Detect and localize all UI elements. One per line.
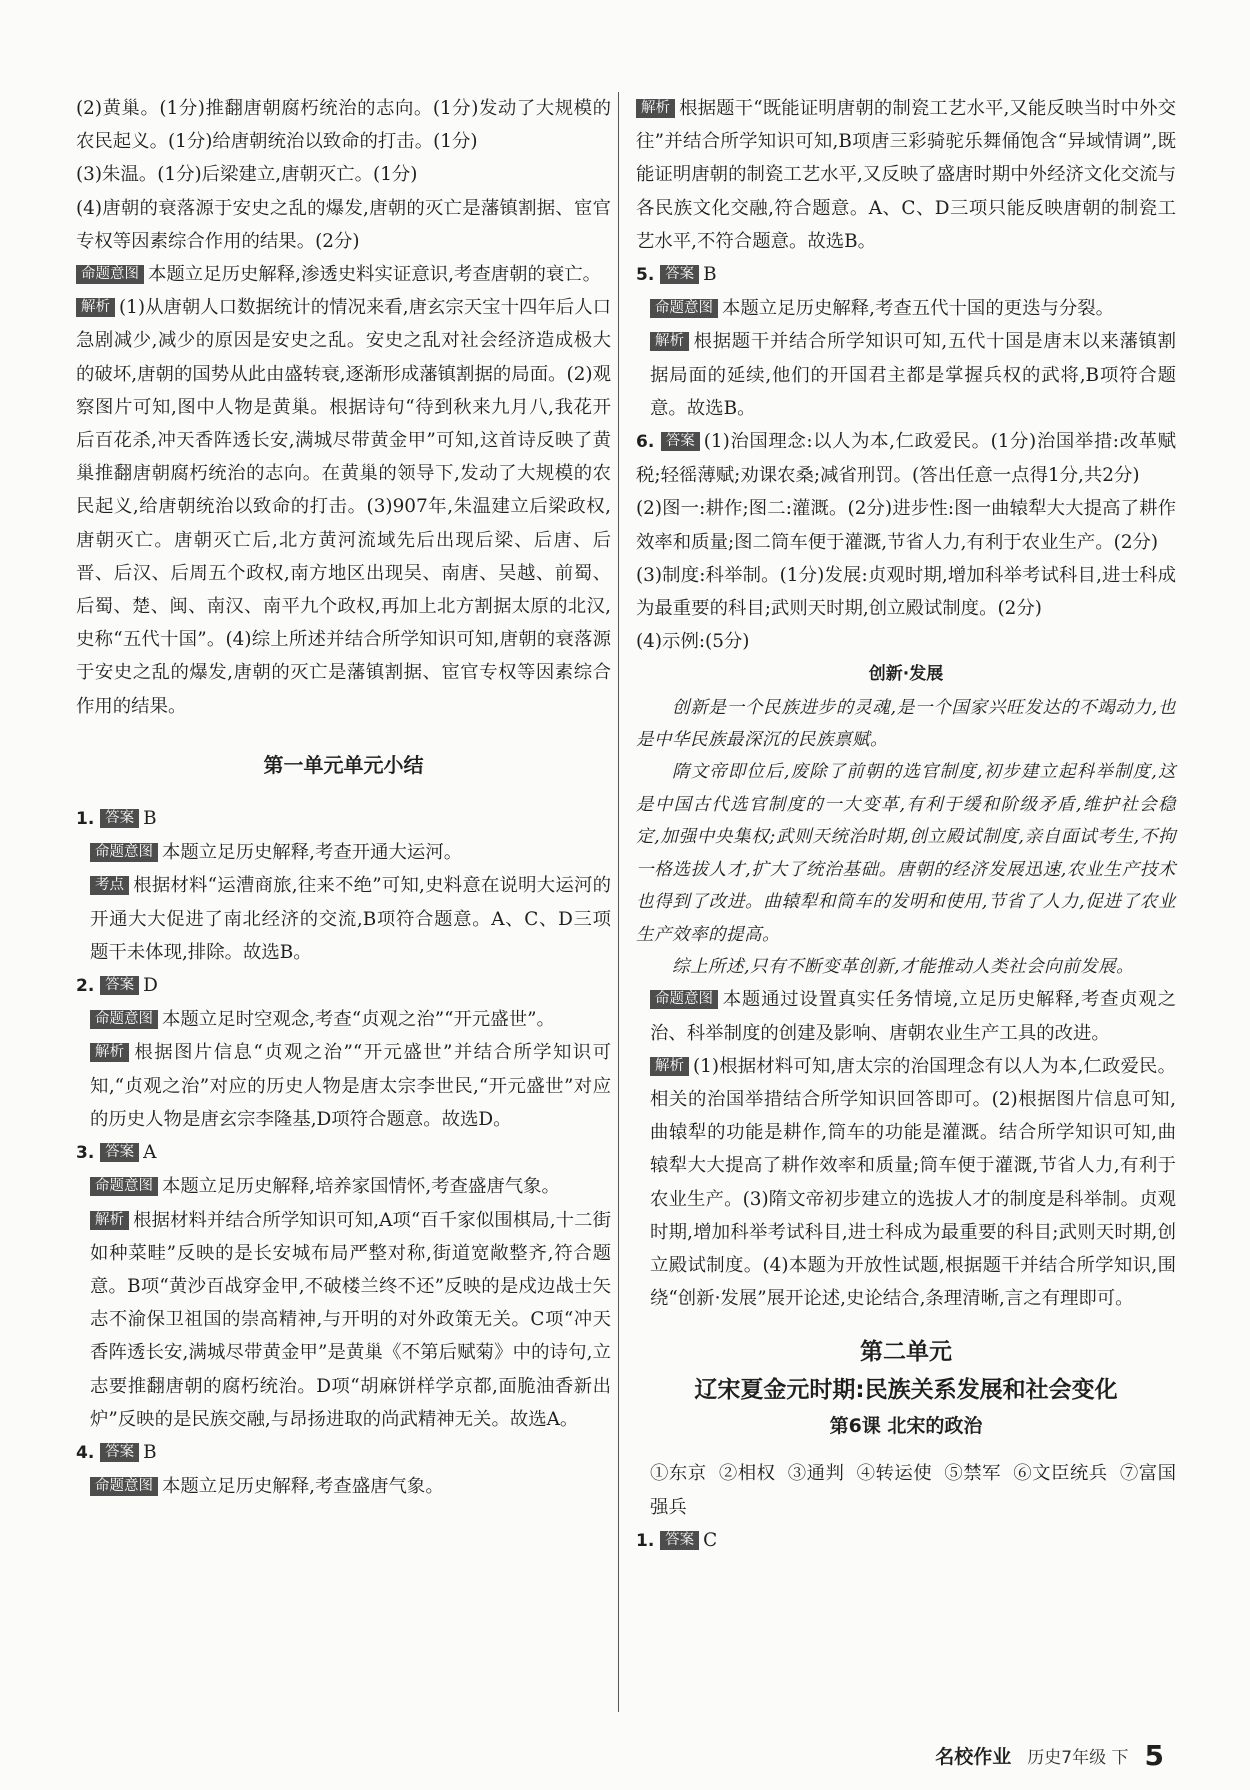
answer-line-2: (2)黄巢。(1分)推翻唐朝腐朽统治的志向。(1分)发动了大规模的农民起义。(1分)给唐朝统治以致命的打击。(1分) [76,98,611,153]
point-tag: 考点 [90,876,129,895]
q4-analysis-text: 根据题干“既能证明唐朝的制瓷工艺水平,又能反映当时中外交往”并结合所学知识可知,B项唐三彩骑驼乐舞俑饱含“异域情调”,既能证明唐朝的制瓷工艺水平,又反映了盛唐时期中外经济文化交流与各民族文化交融,符合题意。A、C、D三项只能反映唐朝的制瓷工艺水平,不符合题意。故选B。 [636,98,1176,252]
q5-answer [636,258,1176,292]
q6-intent [636,983,1176,1049]
q2-analysis-text: 根据图片信息“贞观之治”“开元盛世”并结合所学知识可知,“贞观之治”对应的历史人物是唐太宗李世民,“开元盛世”对应的历史人物是唐玄宗李隆基,D项符合题意。故选D。 [90,1042,611,1130]
q6-analysis-text: (1)根据材料可知,唐太宗的治国理念有以人为本,仁政爱民。相关的治国举措结合所学知识回答即可。(2)根据图片信息可知,曲辕犁的功能是耕作,筒车的功能是灌溉。结合所学知识可知,曲辕犁大大提高了耕作效率和质量;筒车便于灌溉,节省人力,有利于农业生产。(3)隋文帝初步建立的选拔人才的制度是科举制。贞观时期,增加科举考试科目,进士科成为最重要的科目;武则天时期,创立殿试制度。(4)本题为开放性试题,根据题干并结合所学知识,围绕“创新·发展”展开论述,史论结合,条理清晰,言之有理即可。 [650,1055,1176,1310]
q2-number: 2. [76,976,95,997]
q1-point-text: 根据材料“运漕商旅,往来不绝”可知,史料意在说明大运河的开通大大促进了南北经济的交流,B项符合题意。A、C、D三项题干未体现,排除。故选B。 [90,875,611,963]
q5-number: 5. [636,265,655,286]
q1-intent-text: 本题立足历史解释,考查开通大运河。 [162,842,463,864]
q4-number: 4. [76,1442,95,1463]
q3-intent [76,1170,611,1203]
q2-answer-value: D [143,975,158,997]
lesson-q1-answer [636,1524,1176,1558]
q6-answer-4: (4)示例:(5分) [636,631,750,653]
q6-number: 6. [636,432,655,453]
essay-paragraph-3: 综上所述,只有不断变革创新,才能推动人类社会向前发展。 [672,956,1135,977]
answer-tag: 答案 [100,809,139,828]
answer-line-3: (3)朱温。(1分)后梁建立,唐朝灭亡。(1分) [76,164,418,186]
answer-tag: 答案 [660,1531,699,1550]
q1-point [76,869,611,969]
q3-answer [76,1136,611,1170]
q6-intent-text: 本题通过设置真实任务情境,立足历史解释,考查贞观之治、科举制度的创建及影响、唐朝农业生产工具的改进。 [650,989,1176,1044]
column-divider [618,92,619,1712]
analysis-tag: 解析 [90,1211,129,1230]
intent-block [76,258,611,291]
q6-answer-3: (3)制度:科举制。(1分)发展:贞观时期,增加科举考试科目,进士科成为最重要的科目;武则天时期,创立殿试制度。(2分) [636,564,1176,620]
analysis-block [76,291,611,723]
q5-answer-value: B [703,264,717,286]
answer-tag: 答案 [660,265,699,284]
answer-tag: 答案 [100,1443,139,1462]
intent-text: 本题立足历史解释,渗透史料实证意识,考查唐朝的衰亡。 [148,264,602,286]
q2-analysis [76,1036,611,1136]
answer-tag: 答案 [661,432,700,451]
q4-answer-value: B [143,1441,157,1463]
q1-answer-value: B [143,808,157,830]
lesson-q1-answer-value: C [703,1529,718,1551]
page-number: 5 [1144,1738,1164,1772]
q4-intent [76,1470,611,1503]
page-footer [935,1738,1164,1772]
lesson-title: 第6课 北宋的政治 [829,1415,983,1438]
intent-tag: 命题意图 [650,299,718,318]
lesson-q1-number: 1. [636,1530,655,1551]
q5-analysis-text: 根据题干并结合所学知识可知,五代十国是唐末以来藩镇割据局面的延续,他们的开国君主都是掌握兵权的武将,B项符合题意。故选B。 [650,331,1176,419]
q5-intent [636,292,1176,325]
q2-answer [76,969,611,1003]
q5-intent-text: 本题立足历史解释,考查五代十国的更迭与分裂。 [722,298,1115,320]
analysis-tag: 解析 [650,332,689,351]
q4-intent-text: 本题立足历史解释,考查盛唐气象。 [162,1476,444,1498]
intent-tag: 命题意图 [90,1477,158,1496]
q6-answer-2: (2)图一:耕作;图二:灌溉。(2分)进步性:图一曲辕犁大大提高了耕作效率和质量;图二筒车便于灌溉,节省人力,有利于农业生产。(2分) [636,498,1176,553]
q1-intent [76,836,611,869]
intent-tag: 命题意图 [90,1177,158,1196]
answer-tag: 答案 [100,1143,139,1162]
fill-in-answers: ①东京 ②相权 ③通判 ④转运使 ⑤禁军 ⑥文臣统兵 ⑦富国强兵 [650,1463,1176,1518]
intent-tag: 命题意图 [90,1010,158,1029]
analysis-text: (1)从唐朝人口数据统计的情况来看,唐玄宗天宝十四年后人口急剧减少,减少的原因是安史之乱。安史之乱对社会经济造成极大的破坏,唐朝的国势从此由盛转衰,逐渐形成藩镇割据的局面。(2)观察图片可知,图中人物是黄巢。根据诗句“待到秋来九月八,我花开后百花杀,冲天香阵透长安,满城尽带黄金甲”可知,这首诗反映了黄巢推翻唐朝腐朽统治的志向。在黄巢的领导下,发动了大规模的农民起义,给唐朝统治以致命的打击。(3)907年,朱温建立后梁政权,唐朝灭亡。唐朝灭亡后,北方黄河流域先后出现后梁、后唐、后晋、后汉、后周五个政权,南方地区出现吴、南唐、吴越、前蜀、后蜀、楚、闽、南汉、南平九个政权,再加上北方割据太原的北汉,史称“五代十国”。(4)综上所述并结合所学知识可知,唐朝的衰落源于安史之乱的爆发,唐朝的灭亡是藩镇割据、宦官专权等因素综合作用的结果。 [76,297,611,717]
answer-line-4: (4)唐朝的衰落源于安史之乱的爆发,唐朝的灭亡是藩镇割据、宦官专权等因素综合作用的结果。(2分) [76,197,611,252]
left-column [76,92,611,1503]
q3-number: 3. [76,1143,95,1164]
intent-tag: 命题意图 [650,990,718,1009]
q2-intent-text: 本题立足时空观念,考查“贞观之治”“开元盛世”。 [162,1009,555,1031]
analysis-tag: 解析 [90,1043,129,1062]
analysis-tag: 解析 [76,298,115,317]
q3-answer-value: A [143,1142,157,1164]
footer-brand: 名校作业 [935,1745,1012,1768]
footer-subject: 历史7年级 下 [1027,1747,1129,1768]
essay-title: 创新·发展 [868,664,944,685]
q3-analysis [76,1204,611,1436]
intent-tag: 命题意图 [76,265,144,284]
intent-tag: 命题意图 [90,843,158,862]
analysis-tag: 解析 [650,1057,689,1076]
q5-analysis [636,325,1176,425]
q4-analysis [636,92,1176,258]
essay-paragraph-1: 创新是一个民族进步的灵魂,是一个国家兴旺发达的不竭动力,也是中华民族最深沉的民族禀赋。 [636,697,1176,751]
unit-title: 第二单元 [860,1339,952,1366]
q4-answer [76,1436,611,1470]
q1-number: 1. [76,809,95,830]
q3-analysis-text: 根据材料并结合所学知识可知,A项“百千家似围棋局,十二街如种菜畦”反映的是长安城布局严整对称,街道宽敞整齐,符合题意。B项“黄沙百战穿金甲,不破楼兰终不还”反映的是戍边战士矢志不渝保卫祖国的崇高精神,与开明的对外政策无关。C项“冲天香阵透长安,满城尽带黄金甲”是黄巢《不第后赋菊》中的诗句,立志要推翻唐朝的腐朽统治。D项“胡麻饼样学京都,面脆油香新出炉”反映的是民族交融,与昂扬进取的尚武精神无关。故选A。 [90,1209,611,1430]
q6-answer-1: (1)治国理念:以人为本,仁政爱民。(1分)治国举措:改革赋税;轻徭薄赋;劝课农桑;减省刑罚。(答出任意一点得1分,共2分) [636,431,1176,487]
q6-analysis [636,1050,1176,1316]
q6-answer [636,425,1176,492]
answer-tag: 答案 [100,976,139,995]
analysis-tag: 解析 [636,99,675,118]
q2-intent [76,1003,611,1036]
right-column [636,92,1176,1558]
q3-intent-text: 本题立足历史解释,培养家国情怀,考查盛唐气象。 [162,1176,560,1198]
q1-answer [76,802,611,836]
section-title: 第一单元单元小结 [263,752,424,777]
unit-subtitle: 辽宋夏金元时期:民族关系发展和社会变化 [694,1377,1118,1404]
essay-paragraph-2: 隋文帝即位后,废除了前朝的选官制度,初步建立起科举制度,这是中国古代选官制度的一大变革,有利于缓和阶级矛盾,维护社会稳定,加强中央集权;武则天统治时期,创立殿试制度,亲自面试考生,不拘一格选拔人才,扩大了统治基础。唐朝的经济发展迅速,农业生产技术也得到了改进。曲辕犁和筒车的发明和使用,节省了人力,促进了农业生产效率的提高。 [636,762,1176,945]
